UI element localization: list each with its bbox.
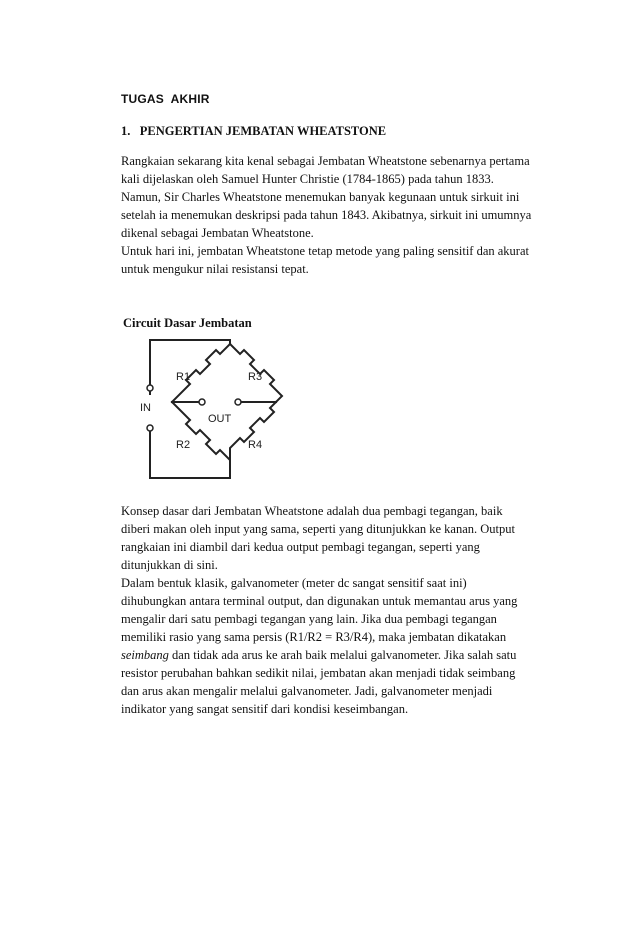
paragraph-line: dan arus akan mengalir melalui galvanometer. Jadi, galvanometer menjadi xyxy=(121,684,493,698)
paragraph-line: ditunjukkan di sini. xyxy=(121,558,218,572)
paragraph-line: setelah ia menemukan deskripsi pada tahun 1843. Akibatnya, sirkuit ini umumnya xyxy=(121,208,532,222)
paragraph-line xyxy=(121,646,561,664)
italic-term: seimbang xyxy=(121,648,169,662)
subsection-title: Circuit Dasar Jembatan xyxy=(123,316,252,330)
paragraph-line: diberi makan oleh input yang sama, seperti yang ditunjukkan ke kanan. Output xyxy=(121,522,516,536)
label-out: OUT xyxy=(208,413,232,425)
paragraph-line: kali dijelaskan oleh Samuel Hunter Christie (1784-1865) pada tahun 1833. xyxy=(121,172,494,186)
terminal-in-top xyxy=(147,385,153,391)
label-r2: R2 xyxy=(176,439,191,451)
paragraph-line: rangkaian ini diambil dari kedua output pembagi tegangan, seperti yang xyxy=(121,540,480,554)
paragraph-line: Dalam bentuk klasik, galvanometer (meter dc sangat sensitif saat ini) xyxy=(121,576,467,590)
label-r3: R3 xyxy=(248,371,263,383)
paragraph-history xyxy=(121,152,561,242)
paragraph-galvanometer xyxy=(121,574,561,718)
label-r1: R1 xyxy=(176,371,191,383)
paragraph-line-rest: dan tidak ada arus ke arah baik melalui galvanometer. Jika salah satu xyxy=(168,648,517,662)
label-in: IN xyxy=(140,402,151,414)
label-r4: R4 xyxy=(248,439,263,451)
resistor-r4 xyxy=(230,402,276,474)
section-title: 1. PENGERTIAN JEMBATAN WHEATSTONE xyxy=(121,124,387,138)
paragraph-line: dikenal sebagai Jembatan Wheatstone. xyxy=(121,226,314,240)
paragraph-line: dihubungkan antara terminal output, dan digunakan untuk memantau arus yang xyxy=(121,594,518,608)
paragraph-usage xyxy=(121,242,561,278)
paragraph-line: untuk mengukur nilai resistansi tepat. xyxy=(121,262,309,276)
paragraph-line: Namun, Sir Charles Wheatstone menemukan banyak kegunaan untuk sirkuit ini xyxy=(121,190,520,204)
terminal-out-right xyxy=(235,399,241,405)
paragraph-line: Rangkaian sekarang kita kenal sebagai Jembatan Wheatstone sebenarnya pertama xyxy=(121,154,530,168)
document-heading: TUGAS AKHIR xyxy=(121,92,210,106)
terminal-out-left xyxy=(199,399,205,405)
paragraph-line: memiliki rasio yang sama persis (R1/R2 = R3/R4), maka jembatan dikatakan xyxy=(121,630,507,644)
paragraph-line: indikator yang sangat sensitif dari kondisi keseimbangan. xyxy=(121,702,409,716)
wheatstone-bridge-diagram xyxy=(134,334,284,484)
paragraph-line: Konsep dasar dari Jembatan Wheatstone adalah dua pembagi tegangan, baik xyxy=(121,504,503,518)
paragraph-line: Untuk hari ini, jembatan Wheatstone tetap metode yang paling sensitif dan akurat xyxy=(121,244,529,258)
paragraph-line: resistor perubahan bahkan sedikit nilai, jembatan akan menjadi tidak seimbang xyxy=(121,666,516,680)
terminal-in-bottom xyxy=(147,425,153,431)
paragraph-line: mengalir dari satu pembagi tegangan yang lain. Jika dua pembagi tegangan xyxy=(121,612,497,626)
paragraph-concept xyxy=(121,502,561,574)
